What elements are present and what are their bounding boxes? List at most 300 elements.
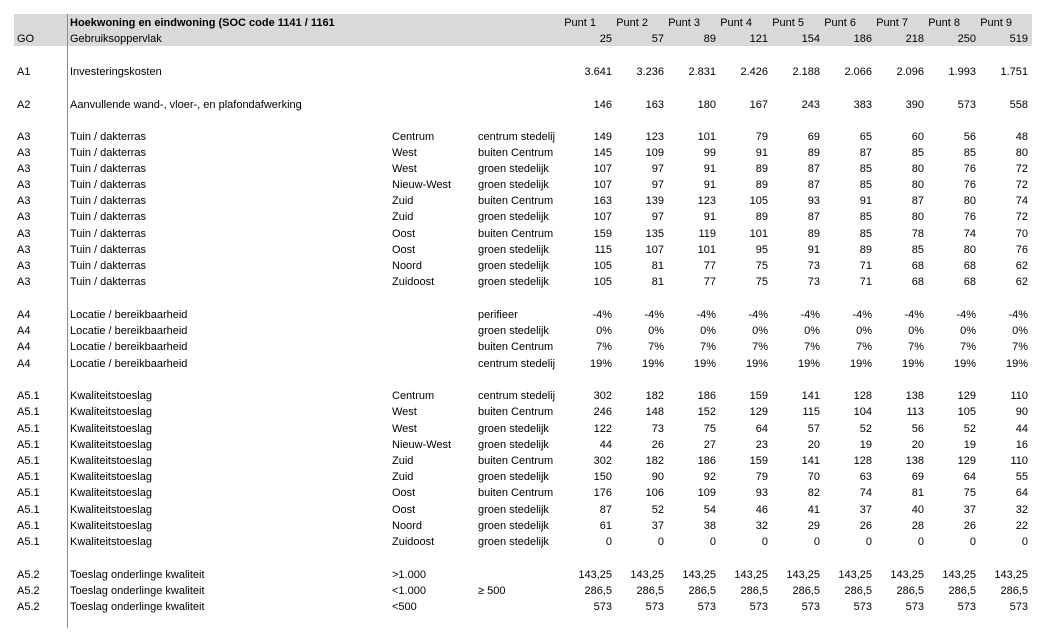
row-value: 573	[749, 601, 768, 613]
go-value: 89	[703, 33, 716, 45]
row-type: buiten Centrum	[478, 195, 554, 207]
row-region: >1.000	[392, 569, 426, 581]
table-row	[0, 258, 1046, 274]
row-label: Tuin / dakterras	[70, 260, 147, 272]
row-region: Zuid	[392, 195, 414, 207]
row-value: 75	[755, 260, 768, 272]
point-header: Punt 9	[980, 17, 1012, 29]
row-value: 92	[703, 471, 716, 483]
go-value: 121	[749, 33, 768, 45]
row-value: 16	[1015, 439, 1028, 451]
table-row	[0, 339, 1046, 355]
row-value: 105	[593, 260, 612, 272]
row-value: 20	[911, 439, 924, 451]
row-value: 82	[807, 487, 820, 499]
row-value: 19%	[1005, 358, 1028, 370]
table-row	[0, 518, 1046, 534]
row-value: 3.641	[584, 66, 612, 78]
row-value: 107	[645, 244, 664, 256]
go-value: 218	[905, 33, 924, 45]
row-value: -4%	[644, 309, 664, 321]
table-row	[0, 502, 1046, 518]
row-value: 145	[593, 147, 612, 159]
row-value: 7%	[1012, 341, 1028, 353]
row-value: 286,5	[688, 585, 716, 597]
row-value: 85	[859, 211, 872, 223]
row-value: 2.188	[792, 66, 820, 78]
table-row	[0, 437, 1046, 453]
sub-label: Gebruiksoppervlak	[70, 33, 162, 45]
row-value: 20	[807, 439, 820, 451]
row-value: 55	[1015, 471, 1028, 483]
row-code: A3	[17, 276, 31, 288]
row-value: 62	[1015, 260, 1028, 272]
row-type: groen stedelijk	[478, 423, 549, 435]
row-region: Nieuw-West	[392, 179, 452, 191]
row-region: Nieuw-West	[392, 439, 452, 451]
row-label: Kwaliteitstoeslag	[70, 471, 152, 483]
row-region: Zuid	[392, 211, 414, 223]
row-value: 159	[749, 390, 768, 402]
row-value: 2.831	[688, 66, 716, 78]
row-value: 243	[801, 99, 820, 111]
row-value: 32	[1015, 504, 1028, 516]
row-value: 73	[807, 276, 820, 288]
row-code: A3	[17, 211, 31, 223]
row-value: 87	[807, 179, 820, 191]
row-value: 72	[1015, 163, 1028, 175]
row-value: 119	[698, 228, 716, 240]
row-label: Locatie / bereikbaarheid	[70, 358, 188, 370]
row-value: 90	[651, 471, 664, 483]
row-value: 89	[807, 147, 820, 159]
row-value: 22	[1015, 520, 1028, 532]
row-value: 1.993	[948, 66, 976, 78]
sheet-title: Hoekwoning en eindwoning (SOC code 1141 / 1161	[70, 17, 335, 29]
row-label: Kwaliteitstoeslag	[70, 390, 152, 402]
row-value: -4%	[592, 309, 612, 321]
go-value: 519	[1009, 33, 1028, 45]
table-row	[0, 356, 1046, 372]
table-row	[0, 177, 1046, 193]
row-code: A4	[17, 341, 31, 353]
row-value: 7%	[700, 341, 716, 353]
row-code: A3	[17, 195, 31, 207]
row-value: 0%	[596, 325, 612, 337]
table-row	[0, 567, 1046, 583]
row-region: Oost	[392, 244, 416, 256]
row-value: 26	[963, 520, 976, 532]
row-value: 106	[645, 487, 664, 499]
row-value: 573	[593, 601, 612, 613]
row-value: 73	[651, 423, 664, 435]
table-row	[0, 193, 1046, 209]
row-label: Toeslag onderlinge kwaliteit	[70, 601, 205, 613]
row-value: 105	[749, 195, 768, 207]
row-value: 93	[755, 487, 768, 499]
row-type: groen stedelijk	[478, 520, 549, 532]
row-label: Locatie / bereikbaarheid	[70, 325, 188, 337]
row-label: Kwaliteitstoeslag	[70, 439, 152, 451]
row-value: 2.066	[844, 66, 872, 78]
row-type: buiten Centrum	[478, 147, 554, 159]
row-value: 80	[911, 163, 924, 175]
row-code: A2	[17, 99, 31, 111]
row-value: 76	[1015, 244, 1028, 256]
table-row	[0, 274, 1046, 290]
row-value: 286,5	[740, 585, 768, 597]
row-value: 87	[807, 211, 820, 223]
row-value: 87	[859, 147, 872, 159]
row-value: 129	[749, 406, 768, 418]
row-value: 573	[957, 601, 976, 613]
row-region: West	[392, 423, 417, 435]
go-value: 57	[651, 33, 664, 45]
table-row	[0, 307, 1046, 323]
row-value: 139	[645, 195, 664, 207]
table-row	[0, 485, 1046, 501]
row-value: 62	[1015, 276, 1028, 288]
row-value: 85	[911, 147, 924, 159]
row-value: 107	[593, 179, 612, 191]
row-code: A3	[17, 228, 31, 240]
row-value: 68	[911, 276, 924, 288]
row-value: -4%	[852, 309, 872, 321]
table-row	[0, 64, 1046, 80]
row-value: 101	[697, 131, 716, 143]
row-value: 123	[645, 131, 664, 143]
row-type: groen stedelijk	[478, 276, 549, 288]
row-value: 91	[703, 179, 716, 191]
row-value: 26	[651, 439, 664, 451]
row-value: 19%	[901, 358, 924, 370]
row-value: 101	[749, 228, 768, 240]
row-value: 73	[807, 260, 820, 272]
row-label: Tuin / dakterras	[70, 179, 147, 191]
row-label: Kwaliteitstoeslag	[70, 520, 152, 532]
row-region: Centrum	[392, 390, 435, 402]
row-value: 105	[957, 406, 976, 418]
row-value: 97	[651, 163, 664, 175]
row-type: perifieer	[478, 309, 518, 321]
row-value: 7%	[804, 341, 820, 353]
row-value: 0	[813, 536, 820, 548]
row-value: 573	[645, 601, 664, 613]
row-value: 2.096	[896, 66, 924, 78]
row-value: 573	[697, 601, 716, 613]
point-header: Punt 7	[876, 17, 908, 29]
row-value: 77	[703, 276, 716, 288]
row-value: 81	[911, 487, 924, 499]
row-region: Zuid	[392, 455, 414, 467]
table-row	[0, 421, 1046, 437]
point-header: Punt 6	[824, 17, 856, 29]
row-region: <1.000	[392, 585, 426, 597]
row-value: 186	[697, 390, 716, 402]
row-code: A5.1	[17, 536, 40, 548]
row-code: A5.1	[17, 487, 40, 499]
row-label: Aanvullende wand-, vloer-, en plafondafwerking	[70, 99, 302, 111]
row-label: Toeslag onderlinge kwaliteit	[70, 585, 205, 597]
row-value: 150	[593, 471, 612, 483]
row-value: 76	[963, 163, 976, 175]
row-value: 19%	[641, 358, 664, 370]
row-value: 176	[593, 487, 612, 499]
row-value: 129	[957, 390, 976, 402]
row-code: A5.2	[17, 585, 40, 597]
go-value: 25	[599, 33, 612, 45]
row-value: 573	[853, 601, 872, 613]
row-label: Tuin / dakterras	[70, 276, 147, 288]
row-value: 91	[703, 163, 716, 175]
row-value: 0	[865, 536, 872, 548]
row-code: A4	[17, 358, 31, 370]
row-value: 93	[807, 195, 820, 207]
row-value: 143,25	[942, 569, 976, 581]
row-value: 91	[703, 211, 716, 223]
point-header: Punt 1	[564, 17, 596, 29]
row-value: 37	[651, 520, 664, 532]
row-value: 23	[755, 439, 768, 451]
row-value: 138	[905, 390, 924, 402]
row-value: 72	[1015, 179, 1028, 191]
row-region: Noord	[392, 520, 422, 532]
table-row	[0, 453, 1046, 469]
row-label: Tuin / dakterras	[70, 163, 147, 175]
row-type: centrum stedelij	[478, 390, 556, 402]
row-type: buiten Centrum	[478, 228, 554, 240]
row-value: 107	[593, 163, 612, 175]
row-value: 0	[605, 536, 612, 548]
row-value: 85	[859, 179, 872, 191]
row-value: 29	[807, 520, 820, 532]
go-value: 186	[853, 33, 872, 45]
row-value: 76	[963, 179, 976, 191]
row-region: Zuidoost	[392, 276, 435, 288]
row-value: 383	[853, 99, 872, 111]
table-row	[0, 323, 1046, 339]
row-value: 69	[807, 131, 820, 143]
row-region: Zuidoost	[392, 536, 435, 548]
header-title-row	[0, 15, 1046, 31]
table-row	[0, 226, 1046, 242]
row-value: 573	[957, 99, 976, 111]
row-value: 115	[594, 244, 612, 256]
table-row	[0, 242, 1046, 258]
row-code: A5.1	[17, 520, 40, 532]
row-code: A5.1	[17, 504, 40, 516]
row-value: 19	[859, 439, 872, 451]
row-value: 91	[807, 244, 820, 256]
table-row	[0, 209, 1046, 225]
row-value: 89	[807, 228, 820, 240]
row-value: 75	[755, 276, 768, 288]
go-value: 154	[801, 33, 820, 45]
row-type: buiten Centrum	[478, 455, 554, 467]
row-value: 105	[593, 276, 612, 288]
row-value: 159	[593, 228, 612, 240]
row-value: 26	[859, 520, 872, 532]
row-value: 115	[802, 406, 820, 418]
row-region: Oost	[392, 487, 416, 499]
row-value: 77	[703, 260, 716, 272]
table-row	[0, 534, 1046, 550]
row-value: 143,25	[630, 569, 664, 581]
row-value: 135	[645, 228, 664, 240]
row-label: Toeslag onderlinge kwaliteit	[70, 569, 205, 581]
row-value: 52	[651, 504, 664, 516]
row-value: 573	[1009, 601, 1028, 613]
point-header: Punt 3	[668, 17, 700, 29]
row-value: 44	[599, 439, 612, 451]
row-value: 80	[1015, 147, 1028, 159]
row-type: ≥ 500	[478, 585, 506, 597]
row-value: 302	[593, 455, 612, 467]
row-value: 149	[593, 131, 612, 143]
row-value: 0	[1021, 536, 1028, 548]
row-region: Noord	[392, 260, 422, 272]
row-value: 143,25	[682, 569, 716, 581]
row-value: -4%	[1008, 309, 1028, 321]
row-value: 146	[593, 99, 612, 111]
row-label: Kwaliteitstoeslag	[70, 536, 152, 548]
row-value: 0%	[700, 325, 716, 337]
row-value: 123	[697, 195, 716, 207]
row-value: 65	[859, 131, 872, 143]
row-code: A3	[17, 147, 31, 159]
row-value: 19%	[953, 358, 976, 370]
row-value: 0%	[908, 325, 924, 337]
point-header: Punt 2	[616, 17, 648, 29]
row-value: 63	[859, 471, 872, 483]
row-value: 54	[703, 504, 716, 516]
row-type: groen stedelijk	[478, 211, 549, 223]
row-value: 52	[859, 423, 872, 435]
row-value: 80	[963, 195, 976, 207]
row-value: 89	[755, 163, 768, 175]
row-value: -4%	[696, 309, 716, 321]
row-region: West	[392, 147, 417, 159]
row-label: Kwaliteitstoeslag	[70, 423, 152, 435]
row-value: 180	[697, 99, 716, 111]
row-value: 286,5	[948, 585, 976, 597]
row-type: groen stedelijk	[478, 179, 549, 191]
row-value: 68	[963, 260, 976, 272]
row-value: 27	[703, 439, 716, 451]
row-value: 19%	[693, 358, 716, 370]
row-value: 141	[801, 455, 820, 467]
row-value: 302	[593, 390, 612, 402]
row-value: 85	[859, 163, 872, 175]
row-value: 143,25	[786, 569, 820, 581]
row-value: 0%	[648, 325, 664, 337]
row-value: 163	[593, 195, 612, 207]
row-type: centrum stedelij	[478, 131, 556, 143]
row-value: 80	[911, 211, 924, 223]
row-value: 246	[593, 406, 612, 418]
row-value: 89	[859, 244, 872, 256]
row-value: 81	[651, 260, 664, 272]
row-value: 148	[645, 406, 664, 418]
row-value: 167	[749, 99, 768, 111]
row-value: 558	[1009, 99, 1028, 111]
row-value: 90	[1015, 406, 1028, 418]
row-value: 143,25	[578, 569, 612, 581]
row-value: 85	[963, 147, 976, 159]
row-value: 56	[911, 423, 924, 435]
row-code: A3	[17, 179, 31, 191]
row-value: 48	[1015, 131, 1028, 143]
row-code: A3	[17, 244, 31, 256]
row-code: A1	[17, 66, 31, 78]
row-value: 143,25	[890, 569, 924, 581]
row-value: 71	[859, 260, 872, 272]
row-code: A5.1	[17, 455, 40, 467]
row-value: 79	[755, 471, 768, 483]
row-value: 138	[905, 455, 924, 467]
row-label: Tuin / dakterras	[70, 244, 147, 256]
row-value: -4%	[800, 309, 820, 321]
row-value: 19%	[589, 358, 612, 370]
row-label: Tuin / dakterras	[70, 131, 147, 143]
row-value: 286,5	[896, 585, 924, 597]
row-value: 91	[859, 195, 872, 207]
row-value: 0%	[856, 325, 872, 337]
row-value: 113	[906, 406, 924, 418]
row-label: Investeringskosten	[70, 66, 162, 78]
point-header: Punt 5	[772, 17, 804, 29]
row-value: 68	[911, 260, 924, 272]
row-value: 7%	[596, 341, 612, 353]
row-value: -4%	[748, 309, 768, 321]
row-value: -4%	[904, 309, 924, 321]
row-label: Locatie / bereikbaarheid	[70, 309, 188, 321]
row-value: 129	[957, 455, 976, 467]
go-value: 250	[957, 33, 976, 45]
row-value: 37	[859, 504, 872, 516]
row-value: 19%	[745, 358, 768, 370]
row-region: West	[392, 406, 417, 418]
row-value: 286,5	[636, 585, 664, 597]
row-value: 110	[1010, 390, 1028, 402]
row-value: 0%	[752, 325, 768, 337]
row-value: 72	[1015, 211, 1028, 223]
row-code: A5.1	[17, 406, 40, 418]
row-value: 70	[1015, 228, 1028, 240]
row-value: 7%	[960, 341, 976, 353]
row-region: Zuid	[392, 471, 414, 483]
row-value: 40	[911, 504, 924, 516]
row-code: A5.1	[17, 423, 40, 435]
row-value: 0%	[1012, 325, 1028, 337]
row-label: Tuin / dakterras	[70, 228, 147, 240]
row-region: Oost	[392, 228, 416, 240]
row-value: 109	[697, 487, 716, 499]
row-value: 143,25	[994, 569, 1028, 581]
row-value: 56	[963, 131, 976, 143]
row-code: A5.2	[17, 569, 40, 581]
row-value: 64	[1015, 487, 1028, 499]
row-value: 76	[963, 211, 976, 223]
row-label: Tuin / dakterras	[70, 195, 147, 207]
row-value: 32	[755, 520, 768, 532]
row-value: 74	[1015, 195, 1028, 207]
table-row	[0, 388, 1046, 404]
row-value: 80	[911, 179, 924, 191]
row-value: 70	[807, 471, 820, 483]
row-value: 286,5	[844, 585, 872, 597]
row-value: 87	[807, 163, 820, 175]
